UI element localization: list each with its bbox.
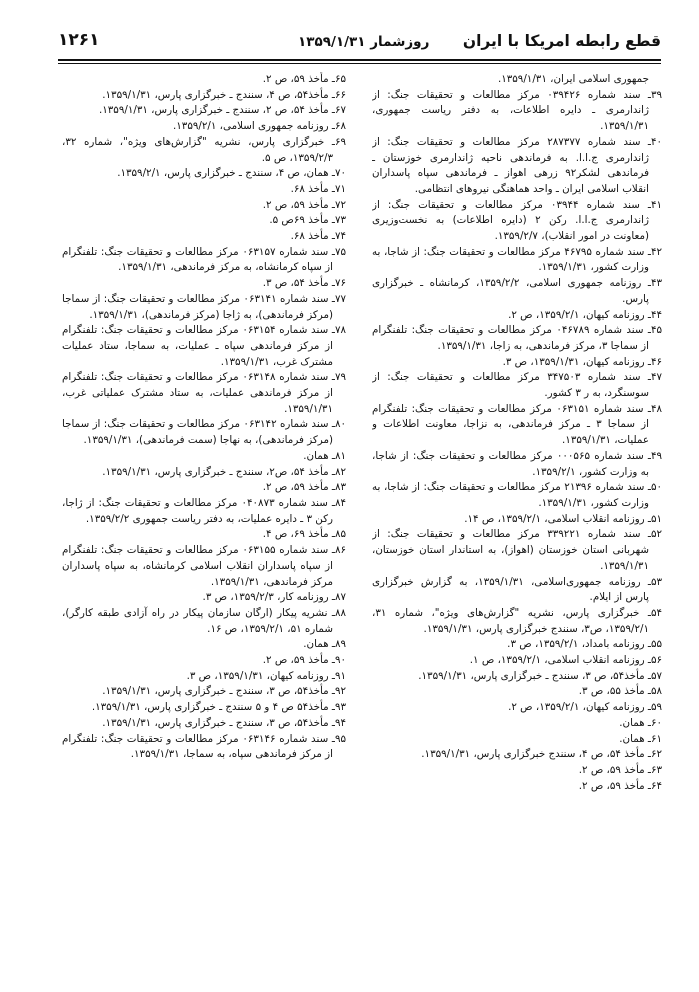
footnote-entry: ۴۲ـ سند شماره ۴۶۷۹۵ مرکز مطالعات و تحقیقات جنگ: از شاجا، به وزارت کشور، ۱۳۵۹/۱/۳۱. — [372, 245, 662, 274]
footnote-entry: ۸۴ـ سند شماره ۰۴۰۸۷۳ مرکز مطالعات و تحقیقات جنگ: از ژاجا، رکن ۳ ـ دایره عملیات، به دفتر ریاست جمهوری ۱۳۵۹/۲/۲. — [62, 496, 346, 525]
footnote-entry: ۸۳ـ مأخذ ۵۹، ص ۲. — [262, 481, 346, 494]
footnote-entry: ۴۱ـ سند شماره ۰۳۹۴۴ مرکز مطالعات و تحقیقات جنگ: از ژاندارمری ج.ا.ا. رکن ۲ (دایره اطلاعات) به نخست‌وزیری (معاونت در امور انقلاب)، ۱۳۵۹/۲/۷. — [372, 198, 662, 243]
footnote-entry: ۹۱ـ روزنامه کیهان، ۱۳۵۹/۱/۳۱، ص ۳. — [186, 669, 346, 682]
footnote-entry: ۷۶ـ مأخذ ۵۴، ص ۳. — [262, 277, 346, 290]
footnote-entry: ۴۸ـ سند شماره ۰۶۳۱۵۱ مرکز مطالعات و تحقیقات جنگ: تلفنگرام از سماجا ۳ ـ مرکز فرماندهی، به نزاجا، معاونت اطلاعات و عملیات، ۱۳۵۹/۱/۳۱. — [372, 402, 662, 447]
page-header — [58, 30, 661, 56]
footnote-entry: ۷۱ـ مأخذ ۶۸. — [290, 182, 346, 195]
footnote-entry: ۵۱ـ روزنامه انقلاب اسلامی، ۱۳۵۹/۲/۱، ص ۱۴. — [464, 512, 662, 525]
footnote-entry: ۵۰ـ سند شماره ۲۱۳۹۶ مرکز مطالعات و تحقیقات جنگ: از شاجا، به وزارت کشور، ۱۳۵۹/۱/۳۱. — [372, 481, 662, 509]
footnote-entry: ۹۵ـ سند شماره ۰۶۳۱۴۶ مرکز مطالعات و تحقیقات جنگ: تلفنگرام از مرکز فرماندهی سپاه، به سماجا، ۱۳۵۹/۱/۳۱. — [62, 732, 346, 761]
footnote-entry: ۸۸ـ نشریه پیکار (ارگان سازمان پیکار در راه آزادی طبقه کارگر)، شماره ۵۱، ۱۳۵۹/۲/۱، ص ۱۶. — [62, 606, 346, 635]
header-rule-thin — [58, 63, 661, 64]
footnote-entry: ۶۶ـ مأخذ۵۴، ص ۴، سنندج ـ خبرگزاری پارس، ۱۳۵۹/۱/۳۱. — [102, 88, 346, 101]
footnote-entry: ۴۵ـ سند شماره ۰۴۶۷۸۹ مرکز مطالعات و تحقیقات جنگ: تلفنگرام از سماجا ۳، مرکز فرماندهی، به زاجا، ۱۳۵۹/۱/۳۱. — [372, 324, 662, 352]
chronicle-date: روزشمار ۱۳۵۹/۱/۳۱ — [298, 34, 430, 50]
footnote-entry: ۵۶ـ روزنامه انقلاب اسلامی، ۱۳۵۹/۲/۱، ص ۱. — [469, 654, 662, 667]
footnote-entry: ۴۰ـ سند شماره ۲۸۷۳۷۷ مرکز مطالعات و تحقیقات جنگ: از ژاندارمری ج.ا.ا. به فرماندهی ناحیه ژاندارمری خوزستان ـ فرماندهی لشکر۹۲ زرهی اهواز ـ فرماندهی سپاه پاسداران انقلاب اسلامی ایران ـ واحد هماهنگی نیروهای انتظامی. — [372, 135, 662, 195]
footnote-entry: ۸۹ـ همان. — [303, 638, 346, 651]
footnote-entry: ۸۰ـ سند شماره ۰۶۳۱۴۲ مرکز مطالعات و تحقیقات جنگ: از سماجا (مرکز فرماندهی)، به نهاجا (سمت فرماندهی)، ۱۳۵۹/۱/۳۱. — [62, 418, 346, 447]
footnote-entry: ۵۳ـ روزنامه جمهوری‌اسلامی، ۱۳۵۹/۱/۳۱، به گزارش خبرگزاری پارس از ایلام. — [372, 575, 662, 604]
footnote-entry: ۵۲ـ سند شماره ۳۳۹۲۲۱ مرکز مطالعات و تحقیقات جنگ: از شهربانی استان خوزستان (اهواز)، به استاندار استان خوزستان، ۱۳۵۹/۱/۳۱. — [372, 528, 662, 572]
footnote-entry: ۸۶ـ سند شماره ۰۶۳۱۵۵ مرکز مطالعات و تحقیقات جنگ: تلفنگرام از سپاه پاسداران انقلاب اسلامی کرمانشاه، به سپاه پاسداران مرکز فرماندهی، ۱۳۵۹/۱/۳۱. — [62, 544, 346, 588]
footnote-entry: ۶۵ـ مأخذ ۵۹، ص ۲. — [262, 73, 346, 85]
footnote-entry: ۵۵ـ روزنامه بامداد، ۱۳۵۹/۲/۱، ص ۳. — [507, 638, 662, 651]
footnote-entry: ۸۵ـ مأخذ ۶۹، ص ۴. — [262, 528, 346, 541]
footnote-entry: ۶۲ـ مأخذ ۵۴، ص ۴، سنندج خبرگزاری پارس، ۱۳۵۹/۱/۳۱. — [421, 748, 662, 761]
footnote-entry: ۹۳ـ مأخذ۵۴ ص ۴ و ۵ سنندج ـ خبرگزاری پارس، ۱۳۵۹/۱/۳۱. — [91, 701, 346, 714]
footnote-entry: ۷۹ـ سند شماره ۰۶۳۱۴۸ مرکز مطالعات و تحقیقات جنگ: تلفنگرام از مرکز فرماندهی عملیات، به ستاد مشترک عملیاتی غرب، ۱۳۵۹/۱/۳۱. — [62, 371, 346, 415]
footnote-entry: ۷۷ـ سند شماره ۰۶۳۱۴۱ مرکز مطالعات و تحقیقات جنگ: از سماجا (مرکز فرماندهی)، به ژاجا (مرکز فرماندهی)، ۱۳۵۹/۱/۳۱. — [62, 292, 346, 321]
footnote-entry: ۷۴ـ مأخذ ۶۸. — [290, 230, 346, 243]
footnote-entry: ۵۹ـ روزنامه کیهان، ۱۳۵۹/۲/۱، ص ۲. — [508, 701, 662, 714]
footnote-entry: جمهوری اسلامی ایران، ۱۳۵۹/۱/۳۱. — [497, 73, 649, 85]
footnote-entry: ۹۴ـ مأخذ۵۴، ص ۳، سنندج ـ خبرگزاری پارس، ۱۳۵۹/۱/۳۱. — [102, 716, 346, 729]
page-number: ۱۲۶۱ — [58, 30, 100, 50]
footnotes-left-column — [62, 72, 346, 978]
footnote-entry: ۴۷ـ سند شماره ۳۴۷۵۰۳ مرکز مطالعات و تحقیقات جنگ: از سوسنگرد، به ر ۳ کشور. — [372, 371, 662, 400]
footnote-entry: ۶۱ـ همان. — [619, 732, 662, 745]
footnote-entry: ۸۷ـ روزنامه کار، ۱۳۵۹/۲/۳، ص ۳. — [202, 591, 346, 604]
footnote-entry: ۷۸ـ سند شماره ۰۶۳۱۵۴ مرکز مطالعات و تحقیقات جنگ: تلفنگرام از مرکز فرماندهی سپاه ـ عملیات، به سماجا، ستاد عملیات مشترک غرب، ۱۳۵۹/۱/۳۱. — [62, 324, 346, 368]
footnote-entry: ۷۳ـ مأخذ ۶۹ص ۵. — [269, 214, 346, 227]
footnote-entry: ۶۴ـ مأخذ ۵۹، ص ۲. — [578, 779, 662, 792]
footnote-entry: ۴۴ـ روزنامه کیهان، ۱۳۵۹/۲/۱، ص ۲. — [508, 308, 662, 321]
footnote-entry: ۷۲ـ مأخذ ۵۹، ص ۲. — [262, 198, 346, 211]
footnotes-right-column — [372, 72, 662, 978]
footnote-entry: ۳۹ـ سند شماره ۰۳۹۴۲۶ مرکز مطالعات و تحقیقات جنگ: از ژاندارمری ـ دایره اطلاعات، به دفتر ریاست جمهوری، ۱۳۵۹/۱/۳۱. — [372, 88, 662, 133]
footnote-entry: ۵۷ـ مأخذ۵۴، ص ۳، سنندج ـ خبرگزاری پارس، ۱۳۵۹/۱/۳۱. — [418, 669, 662, 682]
footnote-entry: ۶۷ـ مأخذ ۵۴، ص ۲، سنندج ـ خبرگزاری پارس، ۱۳۵۹/۱/۳۱. — [98, 104, 346, 117]
running-title: قطع رابطه امریکا با ایران — [462, 32, 661, 50]
footnote-entry: ۵۴ـ خبرگزاری پارس، نشریه "گزارش‌های ویژه"، شماره ۳۱، ۱۳۵۹/۲/۱، ص۳، سنندج خبرگزاری پارس، ۱۳۵۹/۱/۳۱. — [372, 606, 662, 635]
header-rule — [58, 59, 661, 61]
footnote-entry: ۶۸ـ روزنامه جمهوری اسلامی، ۱۳۵۹/۲/۱. — [172, 120, 346, 133]
footnote-entry: ۶۳ـ مأخذ ۵۹، ص ۲. — [578, 763, 662, 776]
footnote-entry: ۴۳ـ روزنامه جمهوری اسلامی، ۱۳۵۹/۲/۲، کرمانشاه ـ خبرگزاری پارس. — [372, 277, 662, 305]
footnote-entry: ۴۹ـ سند شماره ۰۰۰۵۶۵ مرکز مطالعات و تحقیقات جنگ: از شاجا، به وزارت کشور، ۱۳۵۹/۲/۱. — [372, 449, 662, 478]
footnote-entry: ۸۱ـ همان. — [303, 449, 346, 462]
footnote-entry: ۴۶ـ روزنامه کیهان، ۱۳۵۹/۱/۳۱، ص ۳. — [502, 355, 662, 368]
footnote-entry: ۷۰ـ همان، ص ۴، سنندج ـ خبرگزاری پارس، ۱۳۵۹/۲/۱. — [117, 167, 346, 180]
footnote-entry: ۷۵ـ سند شماره ۰۶۳۱۵۷ مرکز مطالعات و تحقیقات جنگ: تلفنگرام از سپاه کرمانشاه، به مرکز فرماندهی، ۱۳۵۹/۱/۳۱. — [62, 245, 346, 274]
footnote-entry: ۸۲ـ مأخذ ۵۴، ص۲، سنندج ـ خبرگزاری پارس، ۱۳۵۹/۱/۳۱. — [102, 465, 346, 478]
footnote-entry: ۹۲ـ مأخذ۵۴، ص ۳، سنندج ـ خبرگزاری پارس، ۱۳۵۹/۱/۳۱. — [102, 685, 346, 698]
footnote-entry: ۶۰ـ همان. — [619, 716, 662, 729]
footnote-entry: ۵۸ـ مأخذ ۵۵، ص ۳. — [578, 685, 662, 698]
footnote-entry: ۶۹ـ خبرگزاری پارس، نشریه "گزارش‌های ویژه"، شماره ۳۲، ۱۳۵۹/۲/۳، ص ۵. — [62, 135, 346, 164]
footnote-entry: ۹۰ـ مأخذ ۵۹، ص ۲. — [262, 654, 346, 667]
